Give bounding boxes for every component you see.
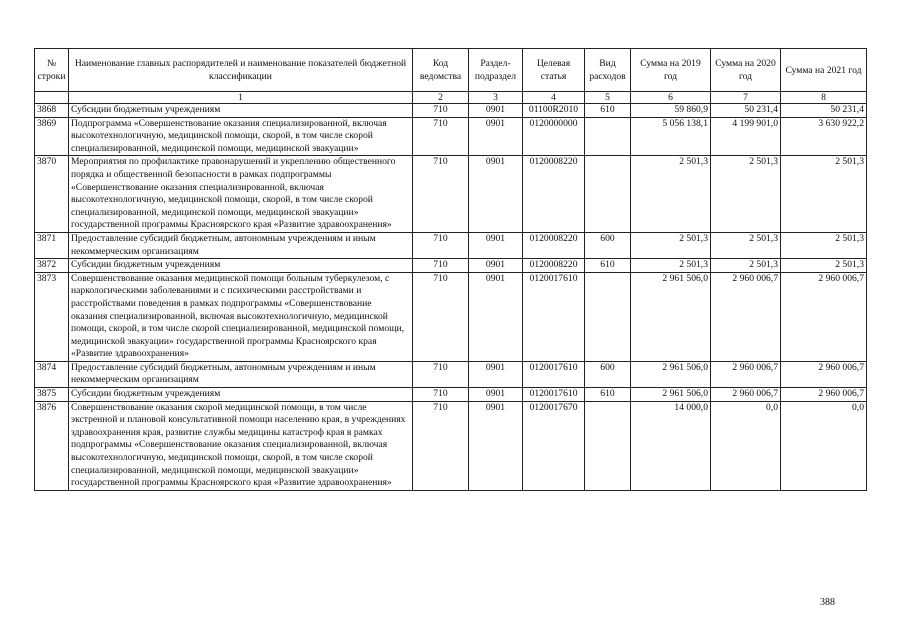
cell-sum-2020: 50 231,4 [711,104,781,118]
cell-sum-2021: 2 960 006,7 [781,388,867,402]
column-number: 8 [781,92,867,104]
cell-cs: 01100R2010 [523,104,585,118]
table-row [35,117,867,156]
cell-sum-2021: 2 960 006,7 [781,361,867,387]
header-sum-2021: Сумма на 2021 год [781,49,867,92]
cell-sum-2020: 2 960 006,7 [711,388,781,402]
cell-row-number: 3872 [35,259,69,273]
table-row [35,259,867,273]
header-sum-2019: Сумма на 2019 год [631,49,711,92]
header-cs: Целевая статья [523,49,585,92]
cell-sum-2020: 2 501,3 [711,232,781,258]
cell-cs: 0120008220 [523,259,585,273]
cell-name: Субсидии бюджетным учреждениям [69,388,413,402]
cell-sum-2019: 5 056 138,1 [631,117,711,156]
column-number-row [35,92,867,104]
header-row-number: № строки [35,49,69,92]
cell-row-number: 3868 [35,104,69,118]
cell-sum-2020: 2 960 006,7 [711,361,781,387]
column-number: 7 [711,92,781,104]
cell-razd: 0901 [469,272,523,361]
page-number: 388 [820,597,835,608]
cell-razd: 0901 [469,156,523,233]
cell-cs: 0120017610 [523,361,585,387]
cell-name: Мероприятия по профилактике правонарушений и укреплению общественного порядка и общественной безопасности в рамках подпрограммы «Совершенствование оказания специализированной, включая высокотехнологичную, медицинской помощи, скорой, в том числе скорой специализированной, медицинской помощи, медицинской эвакуации» государственной программы Красноярского края «Развитие здравоохранения» [69,156,413,233]
cell-sum-2019: 2 501,3 [631,232,711,258]
column-number: 6 [631,92,711,104]
cell-name: Совершенствование оказания медицинской помощи больным туберкулезом, с наркологическими заболеваниями и с психическими расстройствами и расстройствами поведения в рамках подпрограммы «Совершенствование оказания специализированной, включая высокотехнологичную, медицинской помощи, скорой, в том числе скорой специализированной, медицинской помощи, медицинской эвакуации» государственной программы Красноярского края «Развитие здравоохранения» [69,272,413,361]
column-number [35,92,69,104]
table-row [35,361,867,387]
cell-razd: 0901 [469,104,523,118]
cell-name: Предоставление субсидий бюджетным, автономным учреждениям и иным некоммерческим организациям [69,361,413,387]
budget-table [34,48,867,491]
cell-sum-2020: 0,0 [711,401,781,490]
cell-row-number: 3870 [35,156,69,233]
cell-cs: 0120017610 [523,272,585,361]
cell-sum-2019: 2 961 506,0 [631,361,711,387]
cell-cs: 0120008220 [523,232,585,258]
cell-name: Предоставление субсидий бюджетным, автономным учреждениям и иным некоммерческим организациям [69,232,413,258]
cell-sum-2021: 2 501,3 [781,259,867,273]
cell-sum-2020: 2 501,3 [711,156,781,233]
cell-vr [585,156,631,233]
cell-cs: 0120000000 [523,117,585,156]
table-row [35,104,867,118]
cell-ved: 710 [413,117,469,156]
cell-sum-2021: 0,0 [781,401,867,490]
cell-ved: 710 [413,232,469,258]
cell-sum-2021: 2 501,3 [781,156,867,233]
table-row [35,156,867,233]
cell-name: Подпрограмма «Совершенствование оказания специализированной, включая высокотехнологичную, медицинской помощи, скорой, в том числе скорой специализированной, медицинской помощи, медицинской эвакуации» [69,117,413,156]
cell-row-number: 3871 [35,232,69,258]
cell-ved: 710 [413,259,469,273]
cell-name: Субсидии бюджетным учреждениям [69,104,413,118]
cell-sum-2020: 4 199 901,0 [711,117,781,156]
cell-row-number: 3874 [35,361,69,387]
cell-sum-2021: 2 501,3 [781,232,867,258]
cell-sum-2020: 2 501,3 [711,259,781,273]
cell-vr [585,272,631,361]
cell-row-number: 3875 [35,388,69,402]
cell-vr: 600 [585,232,631,258]
header-razd: Раздел-подраздел [469,49,523,92]
cell-vr: 600 [585,361,631,387]
cell-ved: 710 [413,401,469,490]
table-row [35,401,867,490]
cell-ved: 710 [413,361,469,387]
cell-vr: 610 [585,259,631,273]
cell-razd: 0901 [469,388,523,402]
cell-sum-2019: 59 860,9 [631,104,711,118]
column-number: 5 [585,92,631,104]
cell-vr: 610 [585,388,631,402]
column-number: 3 [469,92,523,104]
cell-name: Совершенствование оказания скорой медицинской помощи, в том числе экстренной и плановой консультативной помощи населению края, в учреждениях здравоохранения края, развитие службы медицины катастроф края в рамках подпрограммы «Совершенствование оказания специализированной, включая высокотехнологичную, медицинской помощи, скорой, в том числе скорой специализированной, медицинской помощи, медицинской эвакуации» государственной программы Красноярского края «Развитие здравоохранения» [69,401,413,490]
cell-vr [585,117,631,156]
header-ved: Код ведомства [413,49,469,92]
cell-cs: 0120008220 [523,156,585,233]
cell-cs: 0120017670 [523,401,585,490]
column-number: 4 [523,92,585,104]
table-header-row [35,49,867,92]
column-number: 1 [69,92,413,104]
cell-razd: 0901 [469,259,523,273]
cell-ved: 710 [413,156,469,233]
cell-sum-2019: 2 501,3 [631,156,711,233]
cell-ved: 710 [413,272,469,361]
header-vr: Вид расходов [585,49,631,92]
cell-row-number: 3873 [35,272,69,361]
cell-name: Субсидии бюджетным учреждениям [69,259,413,273]
table-row [35,388,867,402]
cell-sum-2019: 14 000,0 [631,401,711,490]
cell-sum-2019: 2 961 506,0 [631,388,711,402]
cell-vr: 610 [585,104,631,118]
cell-razd: 0901 [469,232,523,258]
header-name: Наименование главных распорядителей и наименование показателей бюджетной классификации [69,49,413,92]
cell-sum-2020: 2 960 006,7 [711,272,781,361]
cell-ved: 710 [413,388,469,402]
cell-sum-2021: 2 960 006,7 [781,272,867,361]
cell-razd: 0901 [469,401,523,490]
table-row [35,272,867,361]
cell-ved: 710 [413,104,469,118]
header-sum-2020: Сумма на 2020 год [711,49,781,92]
cell-row-number: 3869 [35,117,69,156]
cell-razd: 0901 [469,361,523,387]
cell-sum-2021: 50 231,4 [781,104,867,118]
budget-table-sheet [34,48,866,491]
cell-sum-2021: 3 630 922,2 [781,117,867,156]
cell-cs: 0120017610 [523,388,585,402]
cell-sum-2019: 2 501,3 [631,259,711,273]
column-number: 2 [413,92,469,104]
table-row [35,232,867,258]
cell-razd: 0901 [469,117,523,156]
cell-row-number: 3876 [35,401,69,490]
cell-sum-2019: 2 961 506,0 [631,272,711,361]
cell-vr [585,401,631,490]
